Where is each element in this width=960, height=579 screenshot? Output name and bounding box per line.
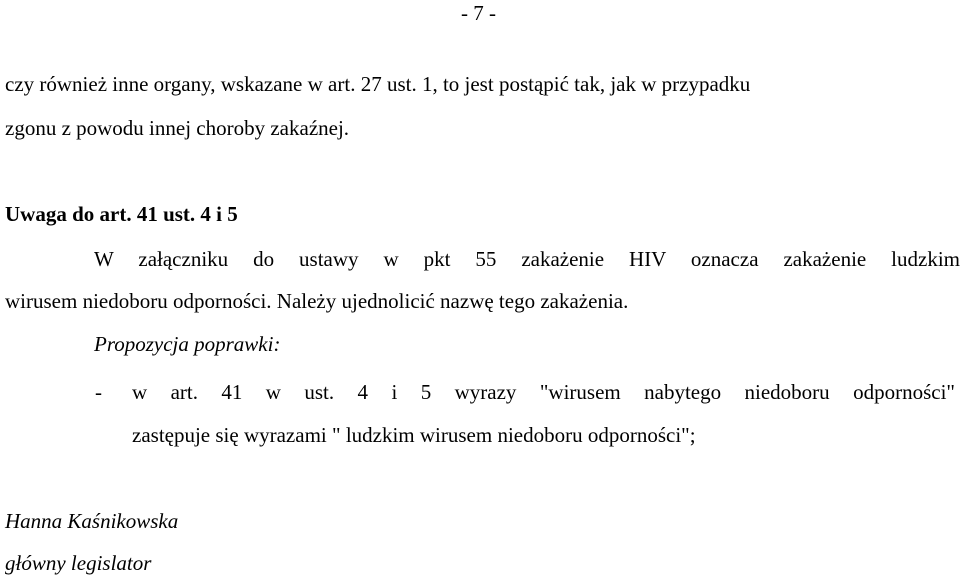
list-item-line: w art. 41 w ust. 4 i 5 wyrazy "wirusem nabytego niedoboru odporności" bbox=[132, 380, 955, 404]
paragraph-line: czy również inne organy, wskazane w art. 27 ust. 1, to jest postąpić tak, jak w przypadku bbox=[5, 72, 751, 96]
proposal-label: Propozycja poprawki: bbox=[94, 332, 281, 356]
list-marker: - bbox=[95, 380, 102, 404]
paragraph-line: W załączniku do ustawy w pkt 55 zakażenie HIV oznacza zakażenie ludzkim bbox=[94, 247, 960, 271]
page-number: - 7 - bbox=[461, 1, 496, 25]
list-item-line: zastępuje się wyrazami " ludzkim wirusem niedoboru odporności"; bbox=[132, 423, 696, 447]
paragraph-line: zgonu z powodu innej choroby zakaźnej. bbox=[5, 116, 350, 140]
paragraph-line: wirusem niedoboru odporności. Należy ujednolicić nazwę tego zakażenia. bbox=[5, 289, 629, 313]
signature-name: Hanna Kaśnikowska bbox=[5, 509, 179, 533]
signature-title: główny legislator bbox=[5, 551, 152, 575]
section-heading: Uwaga do art. 41 ust. 4 i 5 bbox=[5, 202, 238, 226]
